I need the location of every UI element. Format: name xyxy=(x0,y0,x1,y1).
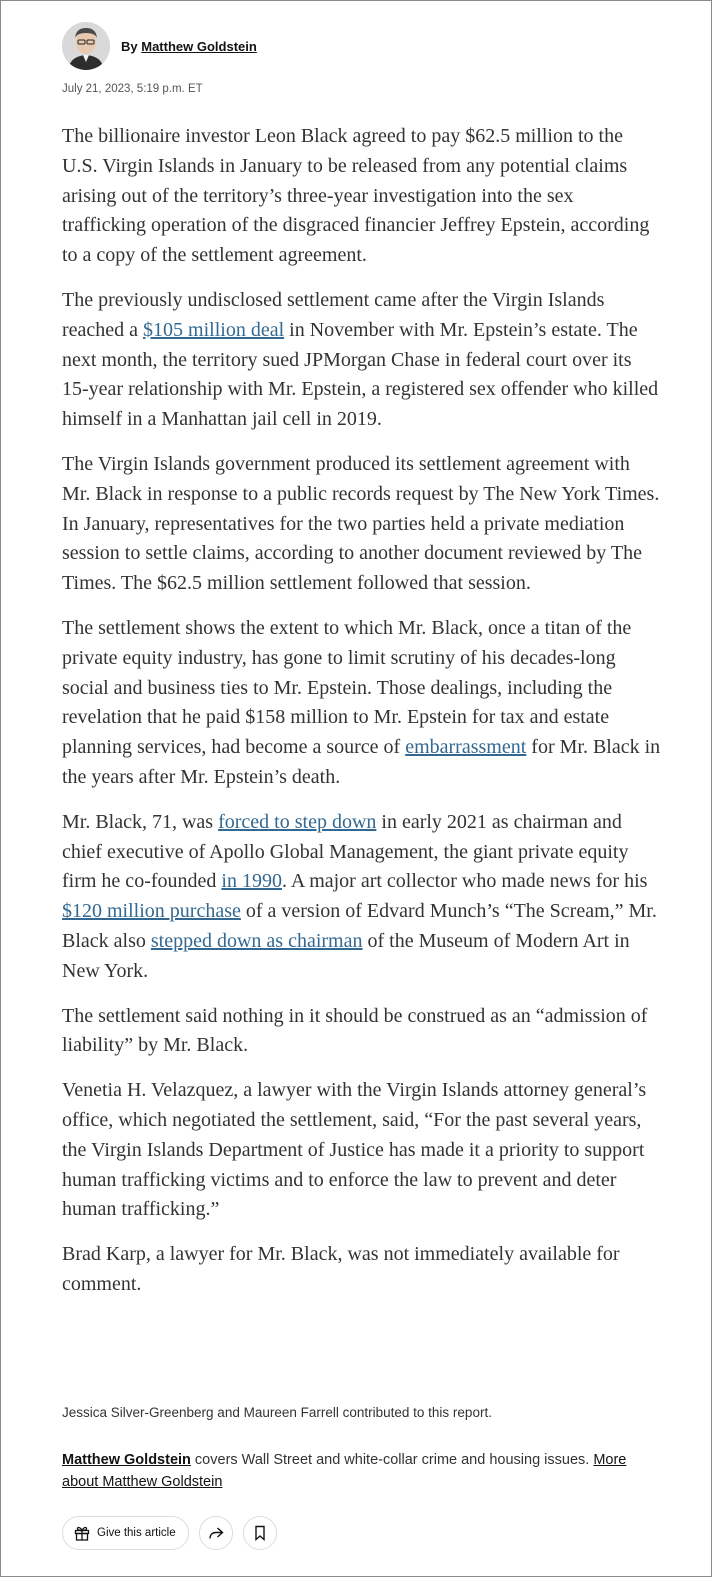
give-article-button[interactable] xyxy=(62,1516,189,1550)
link-stepped-down-as-chairman[interactable]: stepped down as chairman xyxy=(150,929,363,952)
more-about-author-link[interactable]: More about Matthew Goldstein xyxy=(62,1452,627,1490)
gift-icon xyxy=(73,1524,91,1542)
bookmark-icon xyxy=(251,1524,269,1542)
link-120-million-purchase[interactable]: $120 million purchase xyxy=(62,900,241,923)
text: in November with Mr. Epstein’s estate. The next month, the territory sued JPMorgan Chase in federal court over its 15-year relationship with Mr. Epstein, a registered sex offender who killed himself in a Manhattan jail cell in 2019. xyxy=(62,318,659,431)
text: The settlement shows the extent to which Mr. Black, once a titan of the private equity industry, has gone to limit scrutiny of his decades-long social and business ties to Mr. Epstein. Those dealings, including the revelation that he paid $158 million to Mr. Epstein for tax and estate planning services, had become a source of xyxy=(62,616,632,759)
paragraph-6: The settlement said nothing in it should be construed as an “admission of liability” by Mr. Black. xyxy=(62,1004,648,1057)
bio-text: covers Wall Street and white-collar crime and housing issues. xyxy=(190,1452,594,1468)
bio-author-link[interactable]: Matthew Goldstein xyxy=(62,1452,191,1468)
byline-text xyxy=(121,39,257,54)
contributors-note: Jessica Silver-Greenberg and Maureen Farrell contributed to this report. xyxy=(62,1405,492,1420)
author-link[interactable]: Matthew Goldstein xyxy=(141,38,257,54)
article-actions xyxy=(62,1516,277,1550)
text: in early 2021 as chairman and chief executive of Apollo Global Management, the giant private equity firm he co-founded xyxy=(62,810,629,893)
paragraph-7: Venetia H. Velazquez, a lawyer with the Virgin Islands attorney general’s office, which negotiated the settlement, said, “For the past several years, the Virgin Islands Department of Justice has made it a priority to support human trafficking victims and to enforce the law to prevent and deter human trafficking.” xyxy=(62,1079,647,1221)
author-bio xyxy=(62,1449,662,1493)
share-button[interactable] xyxy=(199,1516,233,1550)
link-forced-to-step-down[interactable]: forced to step down xyxy=(218,810,377,833)
article-body xyxy=(62,122,662,1315)
link-in-1990[interactable]: in 1990 xyxy=(221,870,282,893)
give-article-label: Give this article xyxy=(97,1527,176,1539)
paragraph-2 xyxy=(62,286,662,435)
text: of the Museum of Modern Art in New York. xyxy=(62,929,630,982)
save-button[interactable] xyxy=(243,1516,277,1550)
text: of a version of Edvard Munch’s “The Scream,” Mr. Black also xyxy=(62,900,657,952)
paragraph-4 xyxy=(62,614,662,793)
byline xyxy=(62,22,257,70)
share-icon xyxy=(207,1524,225,1542)
paragraph-8: Brad Karp, a lawyer for Mr. Black, was not immediately available for comment. xyxy=(62,1243,620,1295)
text: Mr. Black, 71, was xyxy=(62,810,219,833)
link-embarrassment[interactable]: embarrassment xyxy=(405,736,527,759)
paragraph-1: The billionaire investor Leon Black agreed to pay $62.5 million to the U.S. Virgin Islands in January to be released from any potential claims arising out of the territory’s three-year investigation into the sex trafficking operation of the disgraced financier Jeffrey Epstein, according to a copy of the settlement agreement. xyxy=(62,125,650,267)
paragraph-5 xyxy=(62,808,662,987)
byline-prefix: By xyxy=(121,38,138,54)
text: The previously undisclosed settlement came after the Virgin Islands reached a xyxy=(62,288,605,341)
text: for Mr. Black in the years after Mr. Epstein’s death. xyxy=(62,736,661,788)
link-105-million-deal[interactable]: $105 million deal xyxy=(143,318,285,341)
paragraph-3: The Virgin Islands government produced its settlement agreement with Mr. Black in response to a public records request by The New York Times. In January, representatives for the two parties held a private mediation session to settle claims, according to another document reviewed by The Times. The $62.5 million settlement followed that session. xyxy=(62,452,660,595)
author-avatar[interactable] xyxy=(62,22,110,70)
text: . A major art collector who made news for his xyxy=(281,870,648,893)
timestamp: July 21, 2023, 5:19 p.m. ET xyxy=(62,83,203,95)
